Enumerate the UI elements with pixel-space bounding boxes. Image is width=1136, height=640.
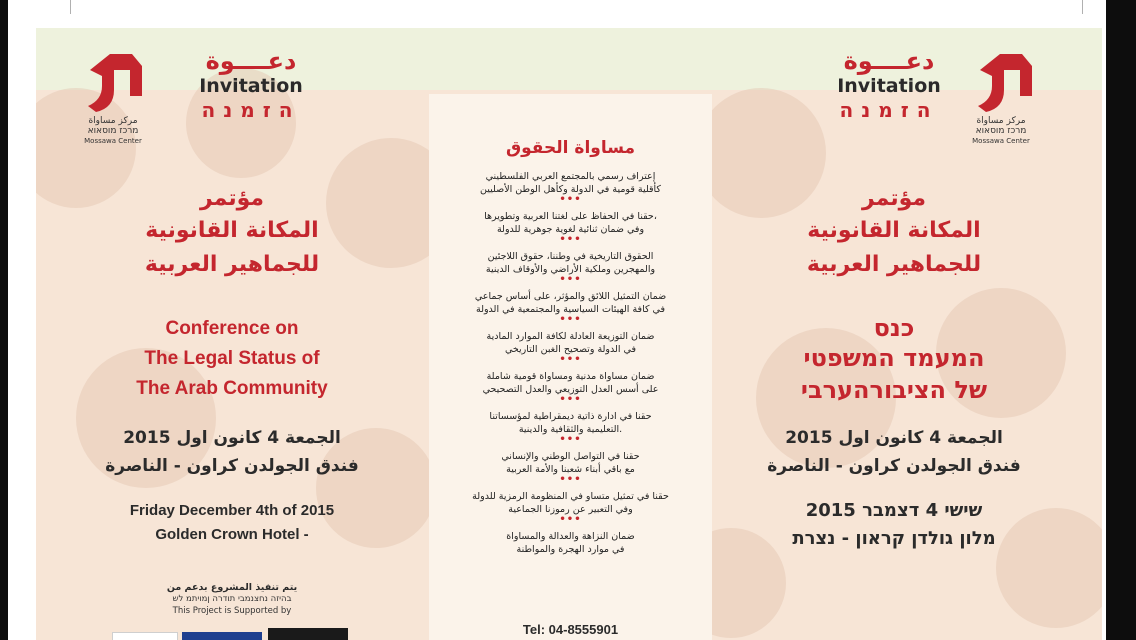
- sponsor-logo: [268, 628, 348, 640]
- rights-item-line: ضمان مساواة مدنية ومساواة قومية شاملة: [486, 371, 655, 382]
- conference-title-en-3: The Arab Community: [136, 378, 328, 399]
- invitation-tag-en: Invitation: [199, 75, 303, 97]
- rights-item-line: مع باقي أبناء شعبنا والأمة العربية: [506, 464, 635, 475]
- rights-item: [429, 530, 712, 556]
- rights-panel: [429, 94, 712, 640]
- rights-item-line: التعليمية والثقافية والدينية.: [518, 424, 623, 435]
- background-pattern: [996, 508, 1102, 628]
- conference-title-ar-1: مؤتمر: [199, 186, 265, 211]
- event-date-ar: الجمعة 4 كانون اول 2015: [123, 428, 341, 448]
- invitation-tag-en: Invitation: [837, 75, 941, 97]
- rights-list: [429, 170, 712, 556]
- rights-item-line: في موارد الهجرة والمواطنة: [516, 544, 625, 555]
- rights-item: [429, 290, 712, 324]
- rights-item-line: وفي التعبير عن رموزنا الجماعية: [508, 504, 633, 515]
- mossawa-logo-icon: [80, 50, 146, 116]
- rights-item-line: ضمان التوزيعة العادلة لكافة الموارد المادية: [486, 331, 655, 342]
- dots-separator: •••: [559, 194, 582, 205]
- rights-item-line: حقنا في التواصل الوطني والإنساني: [501, 451, 640, 462]
- conference-title-en-1: Conference on: [165, 318, 299, 339]
- dots-separator: •••: [559, 434, 582, 445]
- invitation-tag-he: הזמנה: [201, 98, 301, 122]
- logo-name-he: מרכז מוסאוא: [87, 126, 139, 136]
- viewer-left-edge: [0, 0, 8, 640]
- invitation-tag: [826, 48, 952, 122]
- rights-item-line: حقنا في ادارة ذاتية ديمقراطية لمؤسساتنا: [489, 411, 652, 422]
- conference-title-he-2: המעמד המשפטי: [803, 344, 985, 372]
- rights-item-line: ضمان التمثيل اللائق والمؤثر، على أساس جماعي: [474, 291, 667, 302]
- sponsor-logo: [112, 632, 178, 640]
- conference-title-ar-3: للجماهير العربية: [806, 252, 982, 277]
- rights-item-line: في الدولة وتصحيح الغبن التاريخي: [504, 344, 637, 355]
- mossawa-logo-icon: [970, 50, 1036, 116]
- viewer-top-bar: [0, 0, 1136, 30]
- rights-item: [429, 410, 712, 444]
- event-venue-en: Golden Crown Hotel -: [155, 526, 309, 543]
- invitation-tag-ar: دعــــوة: [205, 47, 297, 75]
- logo-name-en: Mossawa Center: [84, 137, 142, 145]
- event-date-he: שישי 4 דצמבר 2015: [805, 500, 983, 521]
- conference-title-he-1: כנס: [873, 314, 915, 342]
- sponsor-logo: [182, 632, 262, 640]
- rights-item: [429, 450, 712, 484]
- dots-separator: •••: [559, 314, 582, 325]
- rights-item: [429, 370, 712, 404]
- dots-separator: •••: [559, 514, 582, 525]
- rights-item-line: في كافة الهيئات السياسية والمجتمعية في الدولة: [475, 304, 665, 315]
- event-venue-he: מלון גולדן קראון - נצרת: [792, 528, 996, 549]
- viewer-divider: [70, 0, 71, 14]
- rights-item-line: كأقلية قومية في الدولة وكأهل الوطن الأصليين: [480, 184, 661, 195]
- rights-item: [429, 210, 712, 244]
- conference-title-ar-1: مؤتمر: [861, 186, 927, 211]
- rights-item-line: إعتراف رسمي بالمجتمع العربي الفلسطيني: [485, 171, 656, 182]
- rights-item-line: وفي ضمان ثنائية لغوية جوهرية للدولة: [496, 224, 645, 235]
- rights-item-line: الحقوق التاريخية في وطننا، حقوق اللاجئين: [487, 251, 654, 262]
- logo-name-ar: مركز مساواة: [88, 116, 138, 126]
- conference-title-he-3: של הציבורהערבי: [800, 376, 988, 404]
- rights-item: [429, 250, 712, 284]
- dots-separator: •••: [559, 394, 582, 405]
- logo-name-ar: مركز مساواة: [976, 116, 1026, 126]
- dots-separator: •••: [559, 354, 582, 365]
- rights-item: [429, 490, 712, 524]
- rights-item-line: حقنا في الحفاظ على لغتنا العربية وتطويرها،: [484, 211, 657, 222]
- conference-title-en-2: The Legal Status of: [144, 348, 320, 369]
- telephone: Tel: 04-8555901: [522, 622, 619, 637]
- conference-title-ar-2: المكانة القانونية: [807, 218, 981, 243]
- conference-title-ar-2: المكانة القانونية: [145, 218, 319, 243]
- logo-name-he: מרכז מוסאוא: [975, 126, 1027, 136]
- dots-separator: •••: [559, 234, 582, 245]
- viewer-divider: [1082, 0, 1083, 14]
- logo-caption: [958, 116, 1044, 146]
- rights-item-line: حقنا في تمثيل متساو في المنظومة الرمزية للدولة: [472, 491, 669, 502]
- viewer-right-edge: [1106, 0, 1136, 640]
- rights-item: [429, 330, 712, 364]
- dots-separator: •••: [559, 474, 582, 485]
- invitation-tag-he: הזמנה: [839, 98, 939, 122]
- rights-item-line: والمهجرين وملكية الأراضي والأوقاف الدينية: [485, 264, 656, 275]
- invitation-tag: [188, 48, 314, 122]
- conference-title-ar-3: للجماهير العربية: [144, 252, 320, 277]
- logo-caption: [70, 116, 156, 146]
- logo-name-en: Mossawa Center: [972, 137, 1030, 145]
- rights-title: مساواة الحقوق: [505, 138, 636, 158]
- event-date-en: Friday December 4th of 2015: [129, 502, 335, 519]
- support-text-ar: يتم تنفيذ المشروع بدعم من: [166, 582, 298, 593]
- support-text-he: בהיזה נחצנמבי תודרה ןמויתמ לש: [172, 594, 292, 604]
- dots-separator: •••: [559, 274, 582, 285]
- rights-item-line: ضمان النزاهة والعدالة والمساواة: [506, 531, 635, 542]
- support-text-en: This Project is Supported by: [172, 606, 292, 616]
- event-venue-ar: فندق الجولدن كراون - الناصرة: [105, 456, 359, 476]
- event-date-ar: الجمعة 4 كانون اول 2015: [785, 428, 1003, 448]
- rights-item: [429, 170, 712, 204]
- rights-item-line: على أسس العدل التوزيعي والعدل التصحيحي: [482, 384, 659, 395]
- invitation-flyer: [36, 28, 1102, 640]
- event-venue-ar: فندق الجولدن كراون - الناصرة: [767, 456, 1021, 476]
- invitation-tag-ar: دعــــوة: [843, 47, 935, 75]
